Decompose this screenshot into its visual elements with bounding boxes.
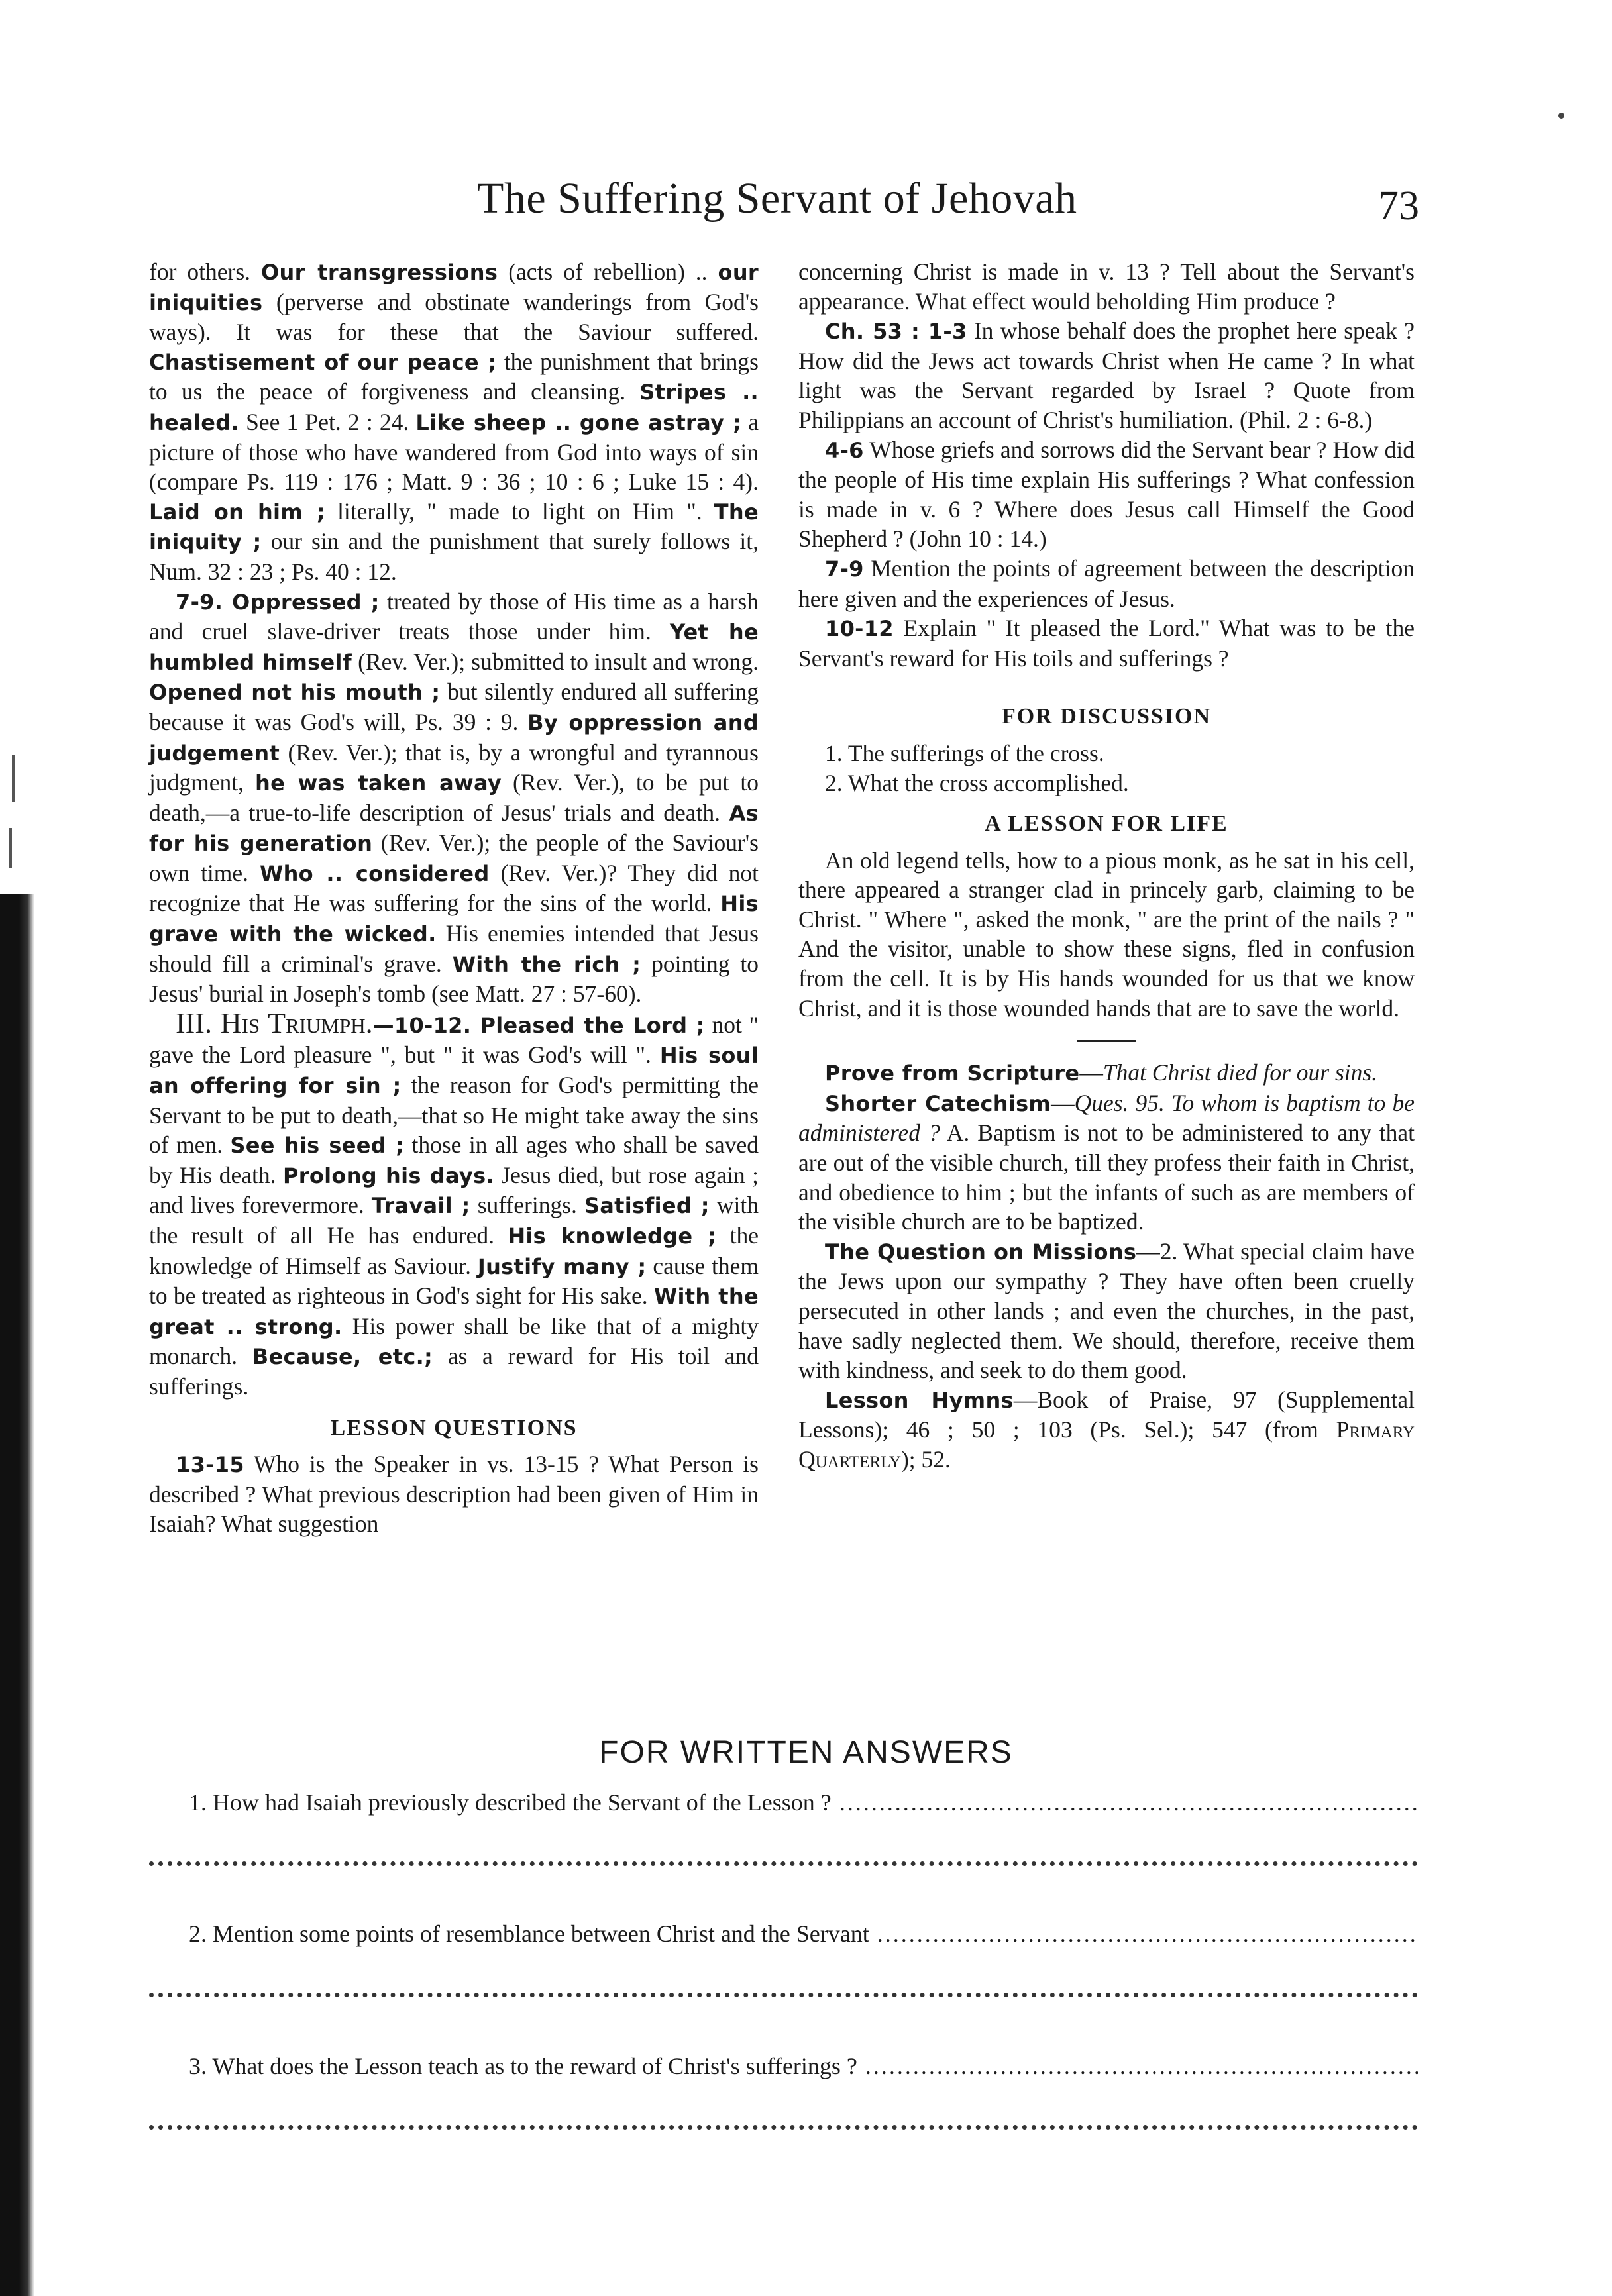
commentary-paragraph — [149, 257, 759, 587]
text-run: Mention the points of agreement between the description here given and the experiences of Jesus. — [798, 554, 1415, 612]
scan-mark — [12, 755, 15, 802]
question-ref: 13-15 — [176, 1452, 244, 1478]
written-question: 1. How had Isaiah previously described the Servant of the Lesson ? ..... — [189, 1789, 1418, 1816]
bold-term: Laid on him ; — [149, 499, 325, 525]
text-run: treated by those of His time as a harsh and cruel slave-driver treats those under him. — [149, 588, 759, 645]
text-run: a picture of those who have wandered from God into ways of sin (compare Ps. 119 : 176 ; Matt. 9 : 36 ; 10 : 6 ; Luke 15 : 4). — [149, 408, 759, 496]
shorter-catechism — [798, 1088, 1415, 1237]
lesson-question — [798, 554, 1415, 613]
written-question: 2. Mention some points of resemblance between Christ and the Servant ..... — [189, 1920, 1418, 1948]
text-run: (Rev. Ver.); the people of the Saviour's own time. — [149, 829, 759, 886]
text-run: (Rev. Ver.); submitted to insult and wrong. — [352, 648, 759, 675]
written-question: 3. What does the Lesson teach as to the reward of Christ's sufferings ? ..... — [189, 2052, 1418, 2080]
bold-term: The Question on Missions — [825, 1239, 1137, 1265]
text-run: not " gave the Lord pleasure ", but " it was God's will ". — [149, 1011, 759, 1069]
lesson-hymns — [798, 1385, 1415, 1475]
lesson-for-life-heading: A LESSON FOR LIFE — [985, 811, 1228, 837]
text-run: literally, " made to light on Him ". — [325, 497, 714, 525]
italic-text: Ques. 95. To whom is baptism to be administered ? — [798, 1089, 1415, 1147]
running-title: The Suffering Servant of Jehovah — [477, 174, 1077, 223]
text-run: Jesus died, but rose again ; and lives forevermore. — [149, 1161, 759, 1219]
bold-term: Prolong his days. — [283, 1163, 494, 1188]
prove-from-scripture — [798, 1058, 1415, 1088]
bold-term: Our transgressions — [261, 260, 498, 285]
text-run: —Book of Praise, 97 (Supplemental Lessons); 46 ; 50 ; 103 (Ps. Sel.); 547 (from — [798, 1386, 1415, 1443]
spacer — [798, 673, 1415, 690]
written-answers-title: FOR WRITTEN ANSWERS — [599, 1735, 1013, 1770]
lesson-for-life-text: An old legend tells, how to a pious monk, as he sat in his cell, there appeared a stranger clad in princely garb, claiming to be Christ. " Where ", asked the monk, " are the print of the nails ? " And the visitor, unable to show these signs, fled in confusion from the cell. It is by His hands wounded for us that we know Christ, and it is those wounded hands that are to save the world. — [798, 847, 1415, 1021]
bold-term: His knowledge ; — [508, 1224, 717, 1249]
question-ref: 7-9 — [825, 556, 864, 582]
lesson-question-continued: concerning Christ is made in v. 13 ? Tell about the Servant's appearance. What effect would beholding Him produce ? — [798, 258, 1415, 315]
text-run: the punishment that brings to us the peace of forgiveness and cleansing. — [149, 348, 759, 405]
bold-term: Chastisement of our peace ; — [149, 349, 497, 375]
bold-term: Yet he humbled himself — [149, 619, 759, 675]
text-run: See 1 Pet. 2 : 24. — [239, 408, 416, 435]
answer-line[interactable] — [149, 1855, 1418, 1866]
text-run: but silently endured all suffering because it was God's will, Ps. 39 : 9. — [149, 678, 759, 735]
small-caps-text: Primary Quarterly — [798, 1416, 1415, 1473]
bold-term: With the great .. strong. — [149, 1284, 759, 1339]
text-run: —2. What special claim have the Jews upon our sympathy ? They have often been cruelly persecuted in other lands ; and even the churches, in the past, have sadly neglected them. We should, therefore, receive them with kindness, and seek to do them good. — [798, 1237, 1415, 1384]
text-run: — — [1051, 1089, 1075, 1116]
text-run: the knowledge of Himself as Saviour. — [149, 1222, 759, 1279]
bold-term: As for his generation — [149, 800, 759, 857]
text-run: the reason for God's permitting the Servant to be put to death,—that so He might take away the sins of men. — [149, 1072, 759, 1159]
lesson-question — [798, 435, 1415, 554]
bold-term: Justify many ; — [477, 1253, 647, 1279]
text-run: with the result of all He has endured. — [149, 1192, 759, 1249]
text-run: His enemies intended that Jesus should fill a criminal's grave. — [149, 920, 759, 977]
question-ref: 10-12 — [825, 616, 894, 642]
text-run: (perverse and obstinate wanderings from God's ways). It was for these that the Saviour suffered. — [149, 288, 759, 346]
text-run: (Rev. Ver.); that is, by a wrongful and tyrannous judgment, — [149, 739, 759, 796]
bold-term: —10-12. Pleased the Lord ; — [372, 1012, 705, 1038]
text-run: Explain " It pleased the Lord." What was to be the Servant's reward for His toils and sufferings ? — [798, 615, 1415, 672]
text-run: A. Baptism is not to be administered to any that are out of the visible church, till they profess their faith in Christ, and obedience to him ; but the infants of such as are members of the visible church are to be baptized. — [798, 1120, 1415, 1235]
lesson-questions-heading: LESSON QUESTIONS — [330, 1415, 578, 1440]
bold-term: Because, etc.; — [252, 1344, 433, 1370]
bold-term: Opened not his mouth ; — [149, 680, 441, 705]
question-on-missions — [798, 1237, 1415, 1385]
text-run: (Rev. Ver.), to be put to death,—a true-to-life description of Jesus' trials and death. — [149, 769, 759, 826]
text-run: ); 52. — [900, 1445, 951, 1473]
bold-term: With the rich ; — [452, 951, 641, 977]
bold-term: The iniquity ; — [149, 499, 759, 555]
text-run: cause them to be treated as righteous in God's sight for His sake. — [149, 1252, 759, 1310]
answer-line[interactable] — [149, 2118, 1418, 2130]
bold-term: Who .. considered — [259, 861, 490, 886]
right-column — [798, 257, 1415, 1475]
scan-speck — [1558, 113, 1564, 119]
bold-term: Shorter Catechism — [825, 1090, 1051, 1116]
section-divider — [1077, 1040, 1136, 1042]
discussion-item: 2. What the cross accomplished. — [825, 769, 1129, 796]
bold-term: he was taken away — [254, 770, 502, 796]
bold-term: Satisfied ; — [584, 1193, 710, 1219]
text-run: pointing to Jesus' burial in Joseph's tomb (see Matt. 27 : 57-60). — [149, 950, 759, 1008]
text-run: In whose behalf does the prophet here speak ? How did the Jews act towards Christ when He came ? In what light was the Servant regarded by Israel ? Quote from Philippians an account of Christ's humiliation. (Phil. 2 : 6-8.) — [798, 317, 1415, 433]
text-run: sufferings. — [470, 1192, 584, 1219]
bold-term: Like sheep .. gone astray ; — [415, 409, 742, 435]
page-header — [0, 174, 1612, 233]
text-run: as a reward for His toil and sufferings. — [149, 1343, 759, 1400]
lesson-question — [798, 316, 1415, 435]
bold-term: Stripes .. healed. — [149, 380, 759, 435]
scan-mark — [9, 828, 12, 868]
lesson-question — [798, 613, 1415, 673]
lesson-question — [149, 1449, 759, 1539]
text-run: (Rev. Ver.)? They did not recognize that He was suffering for the sins of the world. — [149, 859, 759, 917]
text-run: His power shall be like that of a mighty monarch. — [149, 1312, 759, 1370]
text-run: our sin and the punishment that surely follows it, Num. 32 : 23 ; Ps. 40 : 12. — [149, 528, 759, 585]
text-run: for others. — [149, 258, 262, 285]
answer-line[interactable] — [149, 1986, 1418, 1997]
text-run: (acts of rebellion) .. — [498, 258, 718, 285]
text-run: Who is the Speaker in vs. 13-15 ? What Person is described ? What previous description had been given of Him in Isaiah? What suggestion — [149, 1451, 759, 1538]
discussion-item: 1. The sufferings of the cross. — [825, 739, 1104, 766]
bold-term: Lesson Hymns — [825, 1387, 1014, 1413]
commentary-paragraph — [149, 1006, 759, 1402]
text-run: Whose griefs and sorrows did the Servant bear ? How did the people of His time explain His sufferings ? What confession is made in v. 6 ? Where does Jesus call Himself the Good Shepherd ? (John 10 : 14.) — [798, 436, 1415, 552]
page-number: 73 — [1378, 183, 1419, 229]
page-binding-edge — [0, 894, 34, 2296]
text-run: — — [1079, 1059, 1103, 1086]
commentary-paragraph — [149, 587, 759, 1009]
text-run: those in all ages who shall be saved by His death. — [149, 1131, 759, 1188]
bold-term: See his seed ; — [230, 1133, 405, 1159]
bold-term: 7-9. Oppressed ; — [176, 589, 380, 615]
bold-term: our iniquities — [149, 260, 759, 315]
bold-term: Prove from Scripture — [825, 1061, 1080, 1086]
discussion-heading: FOR DISCUSSION — [1001, 704, 1212, 729]
left-column — [149, 257, 759, 1539]
question-ref: 4-6 — [825, 437, 864, 463]
bold-term: His soul an offering for sin ; — [149, 1043, 759, 1099]
bold-term: By oppression and judgement — [149, 709, 759, 766]
italic-text: That Christ died for our sins. — [1102, 1059, 1378, 1086]
bold-term: Travail ; — [371, 1193, 470, 1219]
bold-term: His grave with the wicked. — [149, 891, 759, 947]
division-heading: III. His Triumph. — [176, 1006, 373, 1039]
question-ref: Ch. 53 : 1-3 — [825, 319, 967, 344]
